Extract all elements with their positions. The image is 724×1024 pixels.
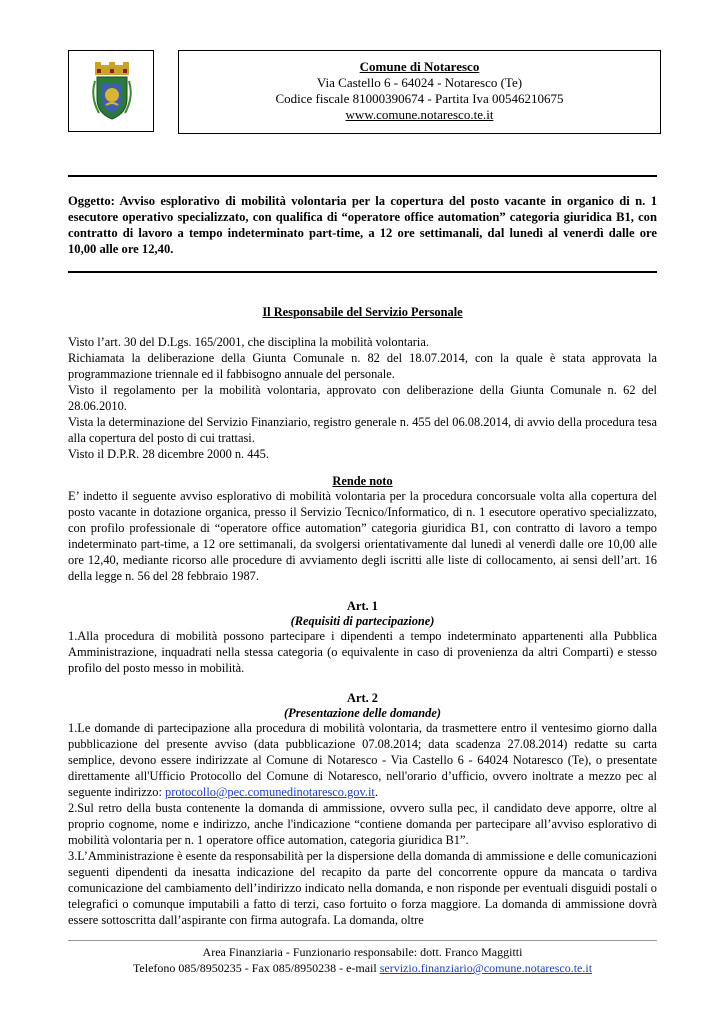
art1-subtitle: (Requisiti di partecipazione) <box>290 614 435 628</box>
art2-paragraph-2: 2.Sul retro della busta contenente la domanda di ammissione, ovvero sulla pec, il candidato deve apporre, oltre al proprio cognome, nome e indirizzo, anche l'indicazione “contiene domanda per partecipare all’avviso esplorativo di mobilità volontaria per n. 1 operatore office automation, categoria giuridica B1”. <box>68 801 657 847</box>
footer-phone-fax: Telefono 085/8950235 - Fax 085/8950238 - e-mail <box>132 961 380 975</box>
art2-paragraph-3: 3.L’Amministrazione è esente da responsabilità per la dispersione della domanda di ammissione e delle comunicazioni seguenti dipendenti da inesatta indicazione del recapito da parte del concorrente oppure da mancata o tardiva comunicazione del cambiamento dell’indirizzo indicato nella domanda, e non risponde per eventuali disguidi postali o telegrafici o comunque imputabili a fatto di terzi, caso fortuito o forza maggiore. La domanda di ammissione dovrà essere sottoscritta dall’aspirante con firma autografa. La domanda, oltre <box>68 849 657 927</box>
premise-item: Visto il D.P.R. 28 dicembre 2000 n. 445. <box>68 447 269 461</box>
art2-section <box>68 720 657 928</box>
footer-rule <box>68 940 657 941</box>
footer-email-link[interactable]: servizio.finanziario@comune.notaresco.te.it <box>379 961 593 975</box>
art1-title: Art. 1 <box>347 599 378 613</box>
pec-email-link[interactable]: protocollo@pec.comunedinotaresco.gov.it <box>165 785 375 799</box>
premise-item: Visto l’art. 30 del D.Lgs. 165/2001, che disciplina la mobilità volontaria. <box>68 335 429 349</box>
subject-bottom-rule <box>68 271 657 273</box>
art2-subtitle: (Presentazione delle domande) <box>284 706 441 720</box>
art2-paragraph-1 <box>68 720 657 800</box>
municipality-name: Comune di Notaresco <box>359 59 480 74</box>
footer-contact-line <box>68 960 657 976</box>
rende-noto-paragraph: E’ indetto il seguente avviso esplorativo di mobilità volontaria per la procedura concorsuale volta alla copertura del posto vacante in dotazione organica, presso il Servizio Tecnico/Informatico, di n. 1 esecutore operativo specializzato, con profilo professionale di “operatore office automation” categoria giuridica B1, con contratto di lavoro a tempo indeterminato part-time, a 12 ore settimanali, da svolgersi orientativamente dal lunedì al venerdì dalle ore 10,00 alle ore 12,40, mediante ricorso alle procedure di avviamento degli iscritti alle liste di collocamento, ai sensi dell’art. 16 della legge n. 56 del 28 febbraio 1987. <box>68 489 657 583</box>
rende-noto-title: Rende noto <box>332 474 393 488</box>
municipality-header <box>178 50 661 134</box>
subject-top-rule <box>68 175 657 177</box>
footer-department-line: Area Finanziaria - Funzionario responsabile: dott. Franco Maggitti <box>202 945 523 959</box>
municipality-fiscal-codes: Codice fiscale 81000390674 - Partita Iva 00546210675 <box>275 91 564 106</box>
art2-p1-text: 1.Le domande di partecipazione alla procedura di mobilità volontaria, da trasmettere entro il ventesimo giorno dalla pubblicazione del presente avviso (data pubblicazione 07.08.2014; data scadenza 27.08.2014) redatte su carta semplice, devono essere indirizzate al Comune di Notaresco - Via Castello 6 - 64024 Notaresco (Te), o presentate direttamente all'Ufficio Protocollo del Comune di Notaresco, nell'orario d’ufficio, ovvero inoltrate a mezzo pec al seguente indirizzo: <box>68 721 657 799</box>
coat-of-arms-icon <box>89 61 135 123</box>
responsabile-title: Il Responsabile del Servizio Personale <box>262 305 463 319</box>
premise-item: Vista la determinazione del Servizio Finanziario, registro generale n. 455 del 06.08.2014, di avvio della procedura tesa alla copertura del posto di cui trattasi. <box>68 415 657 445</box>
premise-item: Richiamata la deliberazione della Giunta Comunale n. 82 del 18.07.2014, con la quale è stata approvata la programmazione triennale ed il fabbisogno annuale del personale. <box>68 351 657 381</box>
premise-item: Visto il regolamento per la mobilità volontaria, approvato con deliberazione della Giunta Comunale n. 62 del 28.06.2010. <box>68 383 657 413</box>
subject-paragraph: Oggetto: Avviso esplorativo di mobilità volontaria per la copertura del posto vacante in organico di n. 1 esecutore operativo specializzato, con qualifica di “operatore office automation” categoria giuridica B1, con contratto di lavoro a tempo indeterminato part-time, a 12 ore settimanali, dal lunedì al venerdì dalle ore 10,00 alle ore 12,40. <box>68 194 657 256</box>
premises-section <box>68 334 657 462</box>
art2-title: Art. 2 <box>347 691 378 705</box>
art2-p1-end: . <box>374 785 378 799</box>
art1-paragraph: 1.Alla procedura di mobilità possono partecipare i dipendenti a tempo indeterminato appartenenti alla Pubblica Amministrazione, inquadrati nella stessa categoria (o equivalente in caso di provenienza da altri Comparti) e stesso profilo del posto messo in mobilità. <box>68 629 657 675</box>
municipality-address: Via Castello 6 - 64024 - Notaresco (Te) <box>316 75 523 90</box>
page-footer <box>68 944 657 976</box>
coat-of-arms-box <box>68 50 154 132</box>
municipality-website-link[interactable]: www.comune.notaresco.te.it <box>345 107 494 122</box>
